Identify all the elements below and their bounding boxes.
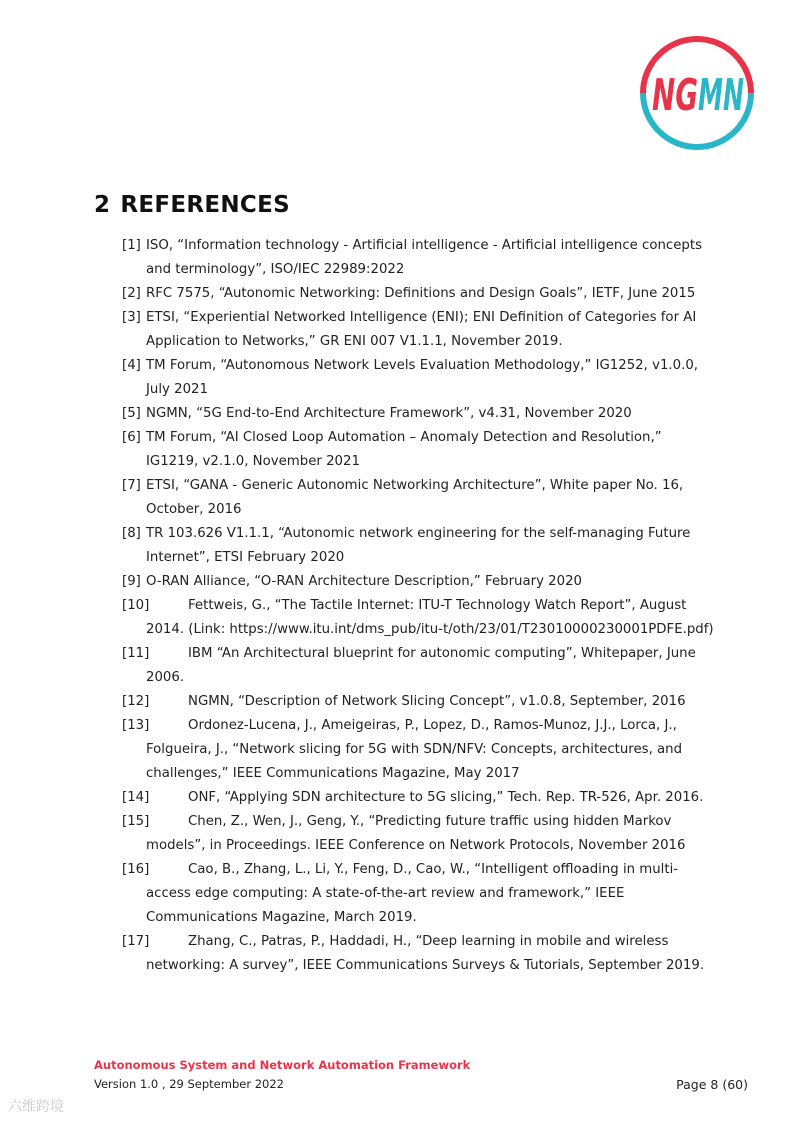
reference-item-16 [0, 858, 716, 930]
section-number: 2 [94, 192, 111, 218]
reference-text: NGMN, “Description of Network Slicing Concept”, v1.0.8, September, 2016 [188, 694, 686, 709]
reference-number: [12] [122, 694, 150, 709]
reference-item-15 [0, 810, 716, 858]
footer-version: Version 1.0 , 29 September 2022 [94, 1077, 284, 1091]
reference-item-4 [0, 354, 716, 402]
reference-number: [9] [122, 574, 141, 589]
section-title: REFERENCES [120, 192, 290, 218]
reference-number: [10] [122, 598, 150, 613]
reference-item-11 [0, 642, 716, 690]
reference-item-13 [0, 714, 716, 786]
reference-number: [8] [122, 526, 141, 541]
reference-number: [4] [122, 358, 141, 373]
reference-number: [16] [122, 862, 150, 877]
reference-item-7 [0, 474, 716, 522]
section-heading [94, 192, 290, 218]
reference-item-3 [0, 306, 716, 354]
reference-item-5 [0, 402, 716, 426]
reference-text: O-RAN Alliance, “O-RAN Architecture Description,” February 2020 [146, 574, 583, 589]
reference-item-9 [0, 570, 716, 594]
reference-text: ETSI, “GANA - Generic Autonomic Networking Architecture”, White paper No. 16, October, 2016 [146, 478, 684, 517]
watermark: 六维跨境 [8, 1099, 64, 1115]
reference-text: ETSI, “Experiential Networked Intelligence (ENI); ENI Definition of Categories for AI Application to Networks,” GR ENI 007 V1.1.1, November 2019. [146, 310, 697, 349]
reference-text: Chen, Z., Wen, J., Geng, Y., “Predicting future traffic using hidden Markov models”, in Proceedings. IEEE Conference on Network Protocols, November 2016 [146, 814, 686, 853]
svg-text:MN: MN [698, 70, 744, 121]
svg-text:NG: NG [652, 70, 698, 121]
reference-text: ISO, “Information technology - Artificial intelligence - Artificial intelligence concepts and terminology”, ISO/IEC 22989:2022 [146, 238, 702, 277]
reference-number: [13] [122, 718, 150, 733]
reference-item-6 [0, 426, 716, 474]
reference-text: IBM “An Architectural blueprint for autonomic computing”, Whitepaper, June 2006. [146, 646, 696, 685]
reference-number: [7] [122, 478, 141, 493]
reference-text: TM Forum, “Autonomous Network Levels Evaluation Methodology,” IG1252, v1.0.0, July 2021 [146, 358, 699, 397]
reference-text: Fettweis, G., “The Tactile Internet: ITU-T Technology Watch Report”, August 2014. (Link: https://www.itu.int/dms_pub/itu-t/oth/23/01/T23010000230001PDFE.pdf) [146, 598, 714, 637]
reference-item-12 [0, 690, 716, 714]
reference-number: [14] [122, 790, 150, 805]
reference-number: [17] [122, 934, 150, 949]
reference-item-14 [0, 786, 716, 810]
reference-number: [5] [122, 406, 141, 421]
ngmn-logo [634, 30, 760, 156]
footer-document-title: Autonomous System and Network Automation Framework [94, 1058, 471, 1072]
reference-text: Zhang, C., Patras, P., Haddadi, H., “Deep learning in mobile and wireless networking: A survey”, IEEE Communications Surveys & Tutorials, September 2019. [146, 934, 705, 973]
reference-number: [15] [122, 814, 150, 829]
reference-number: [6] [122, 430, 141, 445]
reference-text: RFC 7575, “Autonomic Networking: Definitions and Design Goals”, IETF, June 2015 [146, 286, 696, 301]
reference-text: TR 103.626 V1.1.1, “Autonomic network engineering for the self-managing Future Internet”, ETSI February 2020 [146, 526, 691, 565]
reference-list [0, 234, 793, 978]
reference-text: TM Forum, “AI Closed Loop Automation – Anomaly Detection and Resolution,” IG1219, v2.1.0, November 2021 [146, 430, 662, 469]
reference-text: ONF, “Applying SDN architecture to 5G slicing,” Tech. Rep. TR-526, Apr. 2016. [188, 790, 704, 805]
reference-text: Cao, B., Zhang, L., Li, Y., Feng, D., Cao, W., “Intelligent offloading in multi-access edge computing: A state-of-the-art review and framework,” IEEE Communications Magazine, March 2019. [146, 862, 679, 925]
reference-text: Ordonez-Lucena, J., Ameigeiras, P., Lopez, D., Ramos-Munoz, J.J., Lorca, J., Folgueira, J., “Network slicing for 5G with SDN/NFV: Concepts, architectures, and challenges,” IEEE Communications Magazine, May 2017 [146, 718, 683, 781]
reference-number: [1] [122, 238, 141, 253]
reference-item-1 [0, 234, 716, 282]
reference-item-17 [0, 930, 716, 978]
reference-item-2 [0, 282, 716, 306]
reference-number: [3] [122, 310, 141, 325]
reference-item-8 [0, 522, 716, 570]
footer-page-number: Page 8 (60) [676, 1077, 748, 1092]
reference-item-10 [0, 594, 716, 642]
reference-number: [2] [122, 286, 141, 301]
reference-number: [11] [122, 646, 150, 661]
reference-text: NGMN, “5G End-to-End Architecture Framework”, v4.31, November 2020 [146, 406, 632, 421]
